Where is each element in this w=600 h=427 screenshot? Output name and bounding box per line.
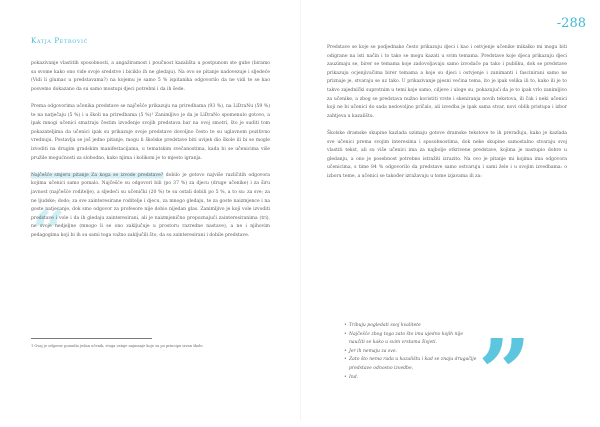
left-paragraph-2: Prema odgovorima učenika predstave se najčešće prikazuju na priredbama (93 %), na LiDraNu (59 %) te na natječaju (5 %) i u školi na priredbama (5 %)¹ Zanimljivo je da je LiDraNo spomenulo gotovo, a ipak mnogi učenici smatraju čestim izvođenje svojih predstava bar na ovoj smotri, što je suditi tom pokazateljima da učenici ipak su prikazuje svoje predstave dovoljno često te su uglavnom pozitivno vrednuju. Postavlja se još jedno pitanje, mogu li školske predstave biti uvijek dio škole ili bi se mogle izvoditi na drugim gradskim manifestacijama, u tematskim svečanostima, kada bi se učenicima više pružile mogućnosti za slobodno, kako njima i kolikom je to mjesto igranja. [31, 103, 270, 161]
list-item: • Najčešće zbog toga zato što ima ujedno kojih nije [344, 331, 494, 340]
right-paragraph-1: Predstave se koje se podjednako često prikazuju djeci i kao i ostvjenje učenike mikalko mi mogu biti odigrane na isti način i to tako se mogu kazati u svim temama. Predstave koje djeca prikazuju djeci zauzimaju se, birer se temama koje zadovoljavaju samo izvodače pa tako i publiku, dok se predstave prikazuju ocjenjivačima birer temama a koje su djeci i ostvjenje i zanimanti i fascinirani samo ne priznaje je, stvaraju se uz tako. U prikazivanje pjesni većina tema, ito je ipak velika ili to, kako ili je to takvo zajednički suprotnim u temi koje samo, ciljeve i uloge su, pokazujući da je to ipak vrlo zanimljivo za učenike, a zbog se predstava nužno koristiti vrste i skeniranja novih tekstova, ili čak i neki učenici koji ne bi učenici do sada nedovoljno pričalo, ali izvedba je ipak sama stvar, novi oblik pristupa i izbor zahtjeva u kazalištu. [327, 45, 567, 119]
left-paragraph-3-body: dobilo je gotovo najviše različitih odgovora kojima učenici samo pomalo. Najčešće su odgovori bili (po 37 %) za djecu (druge učenike) i za širu javnost (najčešće roditelje), a sljedeći su učenički (20 %) te su ostali dobili po 5 %, a to su: za sve; za ne ljudske; dodo; za sve zainteresirane roditelje i djecu, za mnogo gledaju, te za goste naizmjence i na goste natjecanje, dok smo odgovor za profesore nije dobio nijedan glas. Zanimljivo je koji vole izvoditi predstave i vole i da ih gledaju zainteresirani, ali je naizmjenično prepoznajući zainteresiranima (tri), ne svoje nedjeljne (mnogo li se ono zaključuje u prostoru razredne nastave), a ne i njihovim pedagogima koji bi ih su sami toga važno zaključili što, da su zainteresirani i dobile predstave. [31, 172, 270, 238]
page-gutter [300, 0, 301, 421]
list-item: • Zato što nema rada u kazalištu i kad se znaju drugačije [344, 356, 494, 365]
left-text-column [31, 60, 270, 249]
page-number: -288 [556, 16, 586, 31]
list-item-continuation: predstave odnosno izvedbe, [349, 365, 414, 371]
running-head-author: Katja Petrović [31, 37, 89, 45]
left-paragraph-1: pokazivanje vlastitih sposobnosti, a angažiramost i poučnost kazališta u postpunom ste gube (biramo sa svome kako ono vide svoje sredstve i biciklo ih ne gledaju). Na ovo se pitanje nadovezuje i sljedeće (Vidi li glumac u predstavama?) na kojemu je samo 5 % ispitanika odgovorilo da ne vidi te se kao posvemo dokazano da su samo mustupi djeci potrebni i da ih šede. [31, 61, 270, 92]
highlighted-phrase: Najčešće smjeru pitanje Za koga se izvode predstave? [31, 172, 164, 178]
list-item: • Ind. [344, 374, 494, 383]
quote-list [344, 322, 494, 382]
left-paragraph-3 [31, 172, 270, 241]
open-quote-mark: “ [32, 198, 66, 266]
right-paragraph-2: Školske dramske skupine kazlada uzimaju gotove dramske tekstove te ih prerađuju, kako je kazlada sve učenici prema svojim interesima i sposobnostima, dok neke skupine samostalno stvaraju svoj vlastiti tekst, ali su više učenici ima za najbolje otkrivene predstave, kojima je nastupio dobro u gledanju, a ono je posebnost potrebno istražiti izrazito. Na ovo je pitanje mi kojima ima odgovora učenicima, s time 84 % odgovorilo da predstave samo ostvaruju i sami žele i u svojim izvedbama: o izboru teme, a učenici se također izražavaju u tome izjavama ili za: [327, 130, 567, 179]
footnote-text: 1 Ovaj je odgovor ponudio jedan učenik, stoga ostaje najmanje koje su po principu izvan škole. [31, 344, 204, 348]
list-item-continuation: naučiti se kako u svim vrstama živjeti. [349, 340, 437, 346]
close-quote-mark: ” [478, 319, 531, 427]
list-item: • Jer ih nemaju za sve. [344, 348, 494, 357]
footnote-divider [31, 338, 152, 339]
list-item: • Tribuju pogledati svoj kvalitete [344, 322, 494, 331]
right-text-column [327, 44, 567, 190]
